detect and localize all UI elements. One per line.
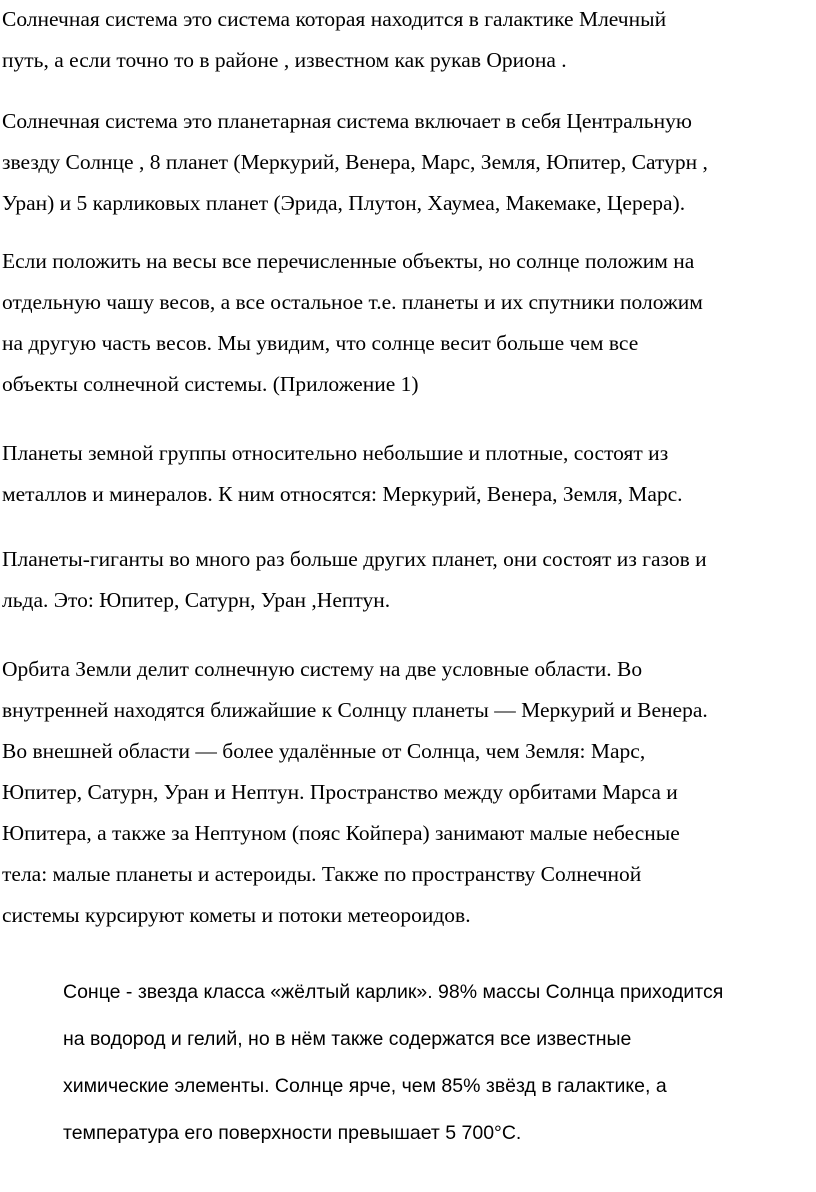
text-line: отдельную чашу весов, а все остальное т.е. планеты и их спутники положим: [2, 290, 703, 314]
text-line: Юпитер, Сатурн, Уран и Нептун. Пространство между орбитами Марса и: [2, 780, 678, 804]
text-line: на другую часть весов. Мы увидим, что солнце весит больше чем все: [2, 331, 639, 355]
text-line: Планеты-гиганты во много раз больше других планет, они состоят из газов и: [2, 547, 707, 571]
text-line: льда. Это: Юпитер, Сатурн, Уран ,Нептун.: [2, 588, 391, 612]
paragraph-giant-planets: [2, 539, 814, 621]
paragraph-earth-orbit-regions: [2, 649, 814, 936]
text-line: Орбита Земли делит солнечную систему на две условные области. Во: [2, 657, 643, 681]
paragraph-solar-system-composition: [2, 101, 814, 224]
paragraph-sun-facts: [63, 969, 813, 1157]
text-line: Солнечная система это планетарная система включает в себя Центральную: [2, 109, 692, 133]
text-line: тела: малые планеты и астероиды. Также по пространству Солнечной: [2, 862, 642, 886]
text-line: Если положить на весы все перечисленные объекты, но солнце положим на: [2, 249, 695, 273]
paragraph-sun-mass-comparison: [2, 241, 814, 405]
text-line: Солнечная система это система которая находится в галактике Млечный: [2, 7, 667, 31]
text-line: Планеты земной группы относительно небольшие и плотные, состоят из: [2, 441, 669, 465]
text-line: Уран) и 5 карликовых планет (Эрида, Плутон, Хаумеа, Макемаке, Церера).: [2, 191, 686, 215]
text-line: химические элементы. Солнце ярче, чем 85% звёзд в галактике, а: [63, 1075, 667, 1097]
text-line: объекты солнечной системы. (Приложение 1): [2, 372, 419, 396]
text-line: внутренней находятся ближайшие к Солнцу планеты — Меркурий и Венера.: [2, 698, 708, 722]
paragraph-terrestrial-planets: [2, 433, 814, 515]
text-line: металлов и минералов. К ним относятся: Меркурий, Венера, Земля, Марс.: [2, 482, 683, 506]
paragraph-solar-system-location: [2, 0, 814, 81]
text-line: Во внешней области — более удалённые от Солнца, чем Земля: Марс,: [2, 739, 646, 763]
text-line: Сонце - звезда класса «жёлтый карлик». 98% массы Солнца приходится: [63, 981, 724, 1003]
text-line: Юпитера, а также за Нептуном (пояс Койпера) занимают малые небесные: [2, 821, 680, 845]
text-line: путь, а если точно то в районе , известном как рукав Ориона .: [2, 48, 567, 72]
text-line: звезду Солнце , 8 планет (Меркурий, Венера, Марс, Земля, Юпитер, Сатурн ,: [2, 150, 708, 174]
text-line: на водород и гелий, но в нём также содержатся все известные: [63, 1028, 632, 1050]
text-line: температура его поверхности превышает 5 700°С.: [63, 1122, 522, 1144]
text-line: системы курсируют кометы и потоки метеороидов.: [2, 903, 471, 927]
